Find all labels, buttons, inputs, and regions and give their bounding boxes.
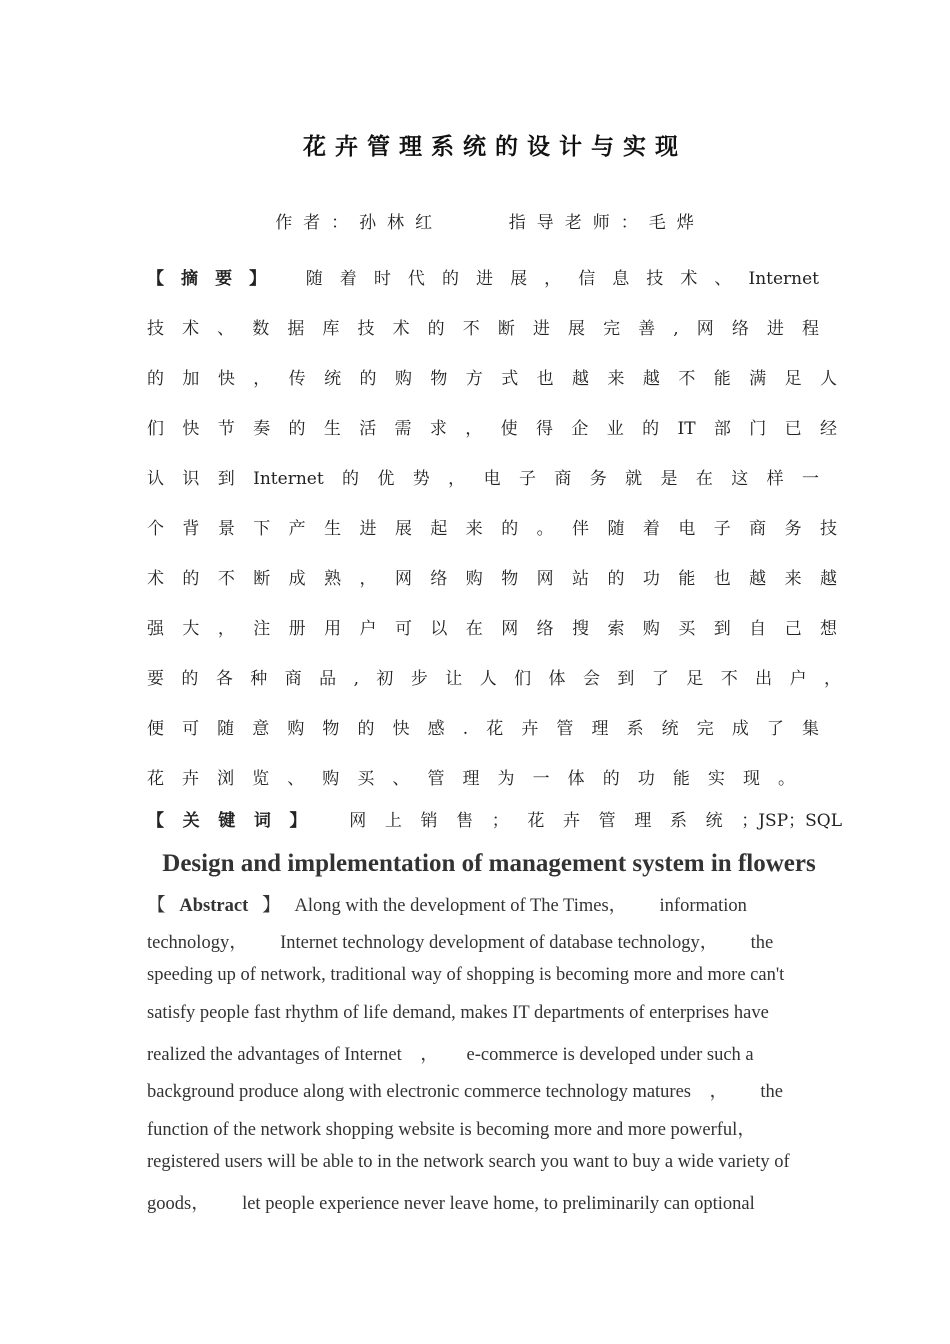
abstract-cn-line xyxy=(147,264,819,289)
author-line: 作者：孙林红 指导老师：毛烨 xyxy=(275,213,705,233)
abstract-cn-line: 便可随意购物的快感.花卉管理系统完成了集 xyxy=(147,719,819,739)
abstract-cn-line: 要的各种商品,初步让人们体会到了足不出户， xyxy=(147,669,841,689)
abstract-cn-line: 的加快，传统的购物方式也越来越不能满足人 xyxy=(147,369,837,389)
abstract-en-label: Abstract xyxy=(179,896,249,916)
abstract-en-text: Along with the development of The Times， information xyxy=(294,896,747,916)
abstract-en-line: speeding up of network, traditional way of shopping is becoming more and more can't xyxy=(147,965,785,985)
abstract-cn-line: 技术、数据库技术的不断进展完善,网络进程 xyxy=(147,319,819,339)
abstract-cn-line: 强大，注册用户可以在网络搜索购买到自己想 xyxy=(147,619,837,639)
keywords-cn-label: 【关键词】 xyxy=(147,811,326,831)
abstract-en-line: registered users will be able to in the network search you want to buy a wide variety of xyxy=(147,1152,790,1172)
abstract-en-line: realized the advantages of Internet ， e-commerce is developed under such a xyxy=(147,1045,754,1065)
abstract-cn-text: 随着时代的进展，信息技术、Internet xyxy=(305,269,819,289)
abstract-en-line: function of the network shopping website is becoming more and more powerful， xyxy=(147,1120,756,1140)
abstract-en-line xyxy=(147,891,747,917)
abstract-cn-line: 认识到Internet的优势，电子商务就是在这样一 xyxy=(147,469,819,489)
abstract-en-label-open: 【 xyxy=(147,896,166,916)
abstract-en-line: satisfy people fast rhythm of life demand, makes IT departments of enterprises have xyxy=(147,1003,769,1023)
abstract-cn-line: 花卉浏览、购买、管理为一体的功能实现。 xyxy=(147,769,795,789)
keywords-cn-text: 网上销售；花卉管理系统；JSP；SQL xyxy=(349,811,842,831)
abstract-cn-label: 【摘要】 xyxy=(147,269,284,289)
abstract-en-line: goods， let people experience never leave home, to preliminarily can optional xyxy=(147,1194,755,1214)
keywords-cn xyxy=(147,806,842,831)
english-title: Design and implementation of management system in flowers xyxy=(162,850,816,877)
abstract-en-line: technology， Internet technology development of database technology， the xyxy=(147,933,774,953)
abstract-cn-line: 个背景下产生进展起来的。伴随着电子商务技 xyxy=(147,519,837,539)
paper-title: 花卉管理系统的设计与实现 xyxy=(303,133,687,160)
abstract-cn-line: 们快节奏的生活需求，使得企业的IT部门已经 xyxy=(147,419,837,439)
abstract-en-label-close: 】 xyxy=(262,896,281,916)
abstract-en-line: background produce along with electronic commerce technology matures ， the xyxy=(147,1082,783,1102)
abstract-cn-line: 术的不断成熟，网络购物网站的功能也越来越 xyxy=(147,569,837,589)
